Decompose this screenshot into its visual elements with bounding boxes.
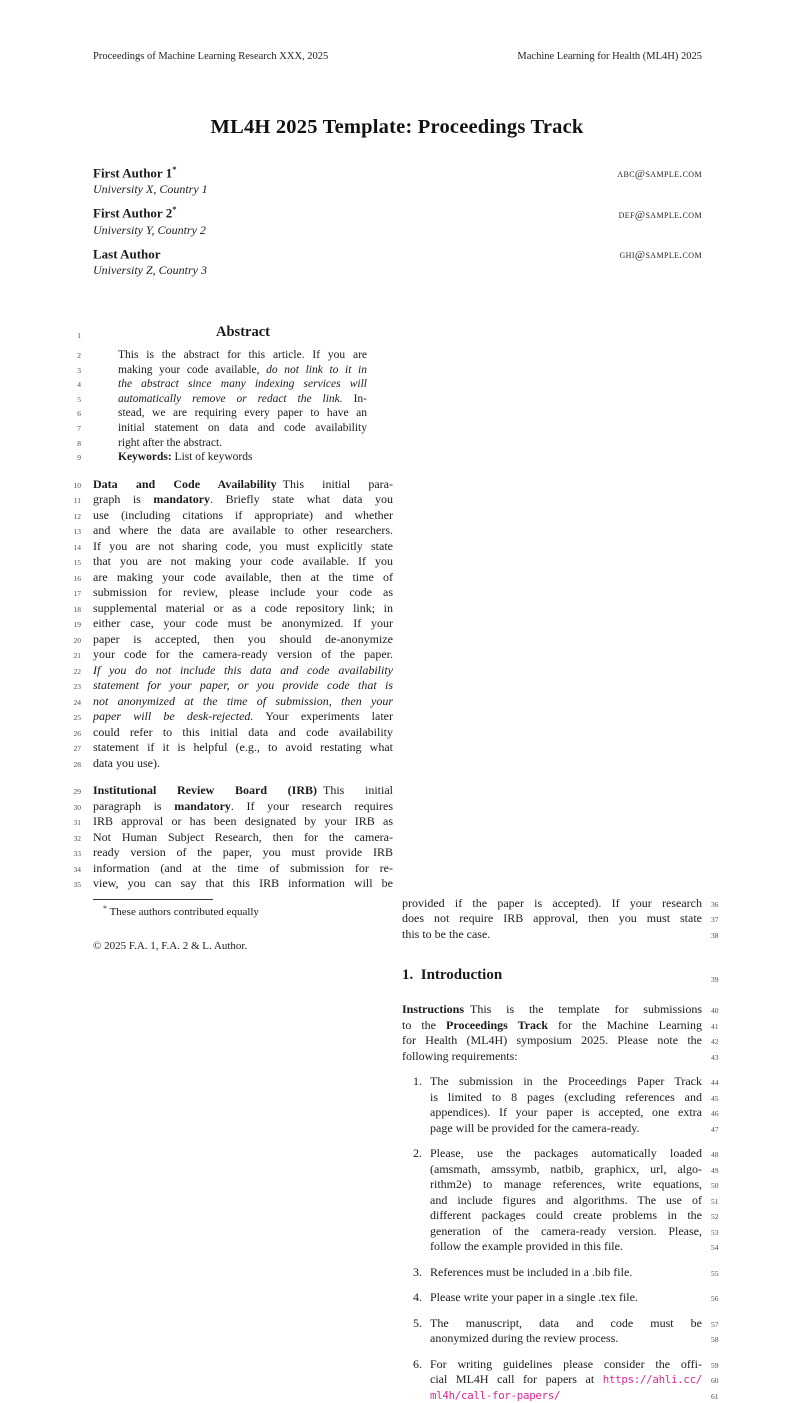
line-number: 59 <box>711 1360 719 1370</box>
line-number: 60 <box>711 1376 719 1386</box>
line-number: 8 <box>77 438 81 448</box>
line-number: 1 <box>77 330 81 340</box>
abstract-body <box>118 348 367 465</box>
line-number: 30 <box>73 802 81 812</box>
line-number: 16 <box>73 573 81 583</box>
text-line: Data and Code Availability This initial para- <box>93 476 393 491</box>
text-line: for Health (ML4H) symposium 2025. Please note the <box>402 1033 702 1048</box>
author-footnote-mark: * <box>172 204 177 215</box>
list-item-number: 3. <box>413 1264 422 1279</box>
bold-text: Institutional Review Board (IRB) <box>93 783 317 798</box>
line-number: 13 <box>73 527 81 537</box>
text-line: Institutional Review Board (IRB) This initial <box>93 783 393 798</box>
text-line: ready version of the paper, you must provide IRB <box>93 845 393 860</box>
line-number: 44 <box>711 1078 719 1088</box>
author-email: ghi@sample.com <box>619 248 702 261</box>
line-number: 22 <box>73 666 81 676</box>
line-number: 31 <box>73 818 81 828</box>
abstract-title <box>93 322 393 342</box>
bold-text: Data and Code Availability <box>93 476 277 491</box>
line-number: 18 <box>73 604 81 614</box>
italic-text: statement for your paper, or you provide code that is <box>93 678 393 693</box>
line-number: 37 <box>711 915 719 925</box>
italic-text: the abstract since many indexing services will <box>118 378 367 391</box>
line-number: 46 <box>711 1109 719 1119</box>
line-number: 54 <box>711 1243 719 1253</box>
text-line: paragraph is mandatory. If your research requires <box>93 798 393 813</box>
left-column <box>73 322 394 892</box>
line-number: 17 <box>73 589 81 599</box>
text-line: are making your code available, then at the time of <box>93 569 393 584</box>
line-number: 34 <box>73 864 81 874</box>
line-number: 42 <box>711 1037 719 1047</box>
text-line: paper will be desk-rejected. Your experiments later <box>93 709 394 724</box>
author-name: Last Author <box>93 245 161 261</box>
line-number: 28 <box>73 759 81 769</box>
line-number: 32 <box>73 833 81 843</box>
line-number: 35 <box>73 880 81 890</box>
text-line: graph is mandatory. Briefly state what data you <box>93 492 394 507</box>
line-number: 6 <box>77 409 81 419</box>
line-number: 3 <box>77 365 81 375</box>
author-entry <box>93 245 702 278</box>
author-name: First Author 1* <box>93 164 177 181</box>
header-right: Machine Learning for Health (ML4H) 2025 <box>517 51 702 62</box>
text-line: and where the data are available to other researchers. <box>93 523 393 538</box>
line-number: 41 <box>711 1021 719 1031</box>
bold-text: Keywords: <box>118 451 172 464</box>
list-item <box>402 1265 702 1281</box>
list-item <box>402 1316 702 1347</box>
list-item <box>402 1357 702 1403</box>
line-number: 21 <box>73 651 81 661</box>
line-number: 48 <box>711 1150 719 1160</box>
line-number: 53 <box>711 1227 719 1237</box>
author-name: First Author 2* <box>93 204 177 221</box>
copyright-line: © 2025 F.A. 1, F.A. 2 & L. Author. <box>93 940 248 952</box>
line-number: 19 <box>73 620 81 630</box>
text-line: page will be provided for the camera-ready. <box>430 1120 640 1135</box>
text-line: does not require IRB approval, then you must state <box>402 911 702 926</box>
text-line <box>118 377 367 392</box>
call-for-papers-link[interactable]: ml4h/call-for-papers/ <box>430 1388 561 1402</box>
paragraph <box>93 783 393 892</box>
italic-text: If you do not include this data and code availability <box>93 662 393 677</box>
line-number: 10 <box>73 480 81 490</box>
text-line: Keywords: List of keywords <box>118 451 253 464</box>
line-number: 29 <box>73 787 81 797</box>
line-number: 52 <box>711 1212 719 1222</box>
line-number: 43 <box>711 1052 719 1062</box>
text-line: References must be included in a .bib file. <box>430 1264 633 1279</box>
text-line: either case, your code must be anonymized. If your <box>93 616 393 631</box>
line-number: 4 <box>77 380 81 390</box>
list-item-number: 1. <box>413 1074 422 1089</box>
text-line: your code for the camera-ready version of the paper. <box>93 647 393 662</box>
line-number: 15 <box>73 558 81 568</box>
author-affiliation: University X, Country 1 <box>93 182 208 197</box>
text-line: The submission in the Proceedings Paper Track <box>430 1074 702 1089</box>
paragraph <box>93 477 393 772</box>
author-footnote-mark: * <box>172 164 177 174</box>
text-line: Not Human Subject Research, then for the camera- <box>93 829 393 844</box>
text-line: view, you can say that this IRB information will be <box>93 876 393 891</box>
author-entry <box>93 204 702 237</box>
italic-text: automatically remove or redact the link. <box>118 392 343 405</box>
text-line: paper is accepted, then you should de-anonymize <box>93 631 393 646</box>
text-line: and include figures and algorithms. The use of <box>430 1192 702 1207</box>
line-number: 23 <box>73 682 81 692</box>
text-line: use (including citations if appropriate) and whether <box>93 507 393 522</box>
text-line: rithm2e) to manage references, write equations, <box>430 1177 702 1192</box>
line-number: 11 <box>73 496 81 506</box>
text-line: (amsmath, amssymb, natbib, graphicx, url, algo- <box>430 1161 702 1176</box>
line-number: 61 <box>711 1391 719 1401</box>
list-item <box>402 1146 702 1255</box>
author-entry <box>93 164 702 197</box>
text-line: provided if the paper is accepted). If your research <box>402 895 702 910</box>
footnote-rule <box>93 899 213 900</box>
list-item-number: 5. <box>413 1315 422 1330</box>
text-line <box>430 1388 702 1403</box>
line-number: 49 <box>711 1165 719 1175</box>
text-line: supplemental material or as a code repository link; in <box>93 600 393 615</box>
section-heading <box>402 964 702 986</box>
text-line: anonymized during the review process. <box>430 1331 619 1346</box>
paper-title: ML4H 2025 Template: Proceedings Track <box>210 116 584 138</box>
text-line: 1. Introduction <box>402 967 503 984</box>
text-line: different packages could create problems in the <box>430 1208 702 1223</box>
text-line: information (and at the time of submission for re- <box>93 860 393 875</box>
text-line: cial ML4H call for papers at https://ahli.cc/ <box>430 1372 702 1387</box>
paragraph <box>402 896 702 943</box>
list-item-number: 2. <box>413 1146 422 1161</box>
line-number: 55 <box>711 1268 719 1278</box>
line-number: 24 <box>73 697 81 707</box>
text-line: This is the abstract for this article. If you are <box>118 349 367 361</box>
text-line: For writing guidelines please consider the offi- <box>430 1356 702 1371</box>
line-number: 14 <box>73 542 81 552</box>
text-line: data you use). <box>93 755 160 770</box>
footnote-text: These authors contributed equally <box>109 906 259 918</box>
footnote-marker: * <box>103 904 107 913</box>
line-number: 12 <box>73 511 81 521</box>
text-line <box>93 678 393 694</box>
text-line <box>93 663 393 679</box>
bold-text: mandatory <box>174 798 231 813</box>
line-number: 50 <box>711 1181 719 1191</box>
author-block <box>93 164 702 285</box>
text-line: following requirements: <box>402 1048 518 1063</box>
text-line: could refer to this initial data and code availability <box>93 724 393 739</box>
text-line: follow the example provided in this file. <box>430 1239 623 1254</box>
list-item-number: 4. <box>413 1290 422 1305</box>
author-email: def@sample.com <box>618 208 702 221</box>
text-line: right after the abstract. <box>118 436 223 449</box>
line-number: 27 <box>73 744 81 754</box>
author-affiliation: University Y, Country 2 <box>93 222 206 237</box>
text-line: this to be the case. <box>402 926 491 941</box>
text-line: is limited to 8 pages (excluding references and <box>430 1089 702 1104</box>
line-number: 2 <box>77 351 81 361</box>
text-line: automatically remove or redact the link. In- <box>118 392 367 405</box>
bold-text: Proceedings Track <box>446 1017 549 1032</box>
text-line: Please write your paper in a single .tex file. <box>430 1290 638 1305</box>
text-line: initial statement on data and code availability <box>118 421 367 434</box>
right-column <box>402 895 719 1403</box>
list-item <box>402 1290 702 1306</box>
text-line: making your code available, do not link to it in <box>118 363 367 376</box>
running-header <box>93 51 702 62</box>
author-email: abc@sample.com <box>617 168 702 181</box>
line-number: 58 <box>711 1335 719 1345</box>
text-line: Please, use the packages automatically loaded <box>430 1146 702 1161</box>
line-number: 20 <box>73 635 81 645</box>
line-number: 56 <box>711 1294 719 1304</box>
list-item-number: 6. <box>413 1356 422 1371</box>
text-line: Abstract <box>216 324 270 340</box>
footnote <box>93 904 393 918</box>
text-line: to the Proceedings Track for the Machine Learning <box>402 1017 702 1032</box>
text-line: submission for review, please include your code as <box>93 585 393 600</box>
line-number: 9 <box>77 453 81 463</box>
line-number: 45 <box>711 1093 719 1103</box>
line-number: 40 <box>711 1006 719 1016</box>
line-number: 25 <box>73 713 81 723</box>
text-line: Instructions This is the template for submissions <box>402 1002 702 1017</box>
text-line: stead, we are requiring every paper to have an <box>118 407 367 420</box>
line-number: 36 <box>711 899 719 909</box>
text-line: generation of the camera-ready version. Please, <box>430 1223 702 1238</box>
line-number: 33 <box>73 849 81 859</box>
italic-text: do not link to it in <box>266 363 367 376</box>
list-item <box>402 1074 702 1136</box>
paragraph <box>402 1002 702 1064</box>
line-number: 7 <box>77 424 81 434</box>
call-for-papers-link[interactable]: https://ahli.cc/ <box>602 1373 702 1387</box>
text-line <box>93 694 393 710</box>
text-line: IRB approval or has been designated by your IRB as <box>93 814 393 829</box>
text-line: that you are not making your code available. If you <box>93 554 393 569</box>
line-number: 47 <box>711 1124 719 1134</box>
line-number: 38 <box>711 930 719 940</box>
author-affiliation: University Z, Country 3 <box>93 262 207 277</box>
text-line: The manuscript, data and code must be <box>430 1315 702 1330</box>
italic-text: paper will be desk-rejected. <box>93 709 254 724</box>
line-number: 26 <box>73 728 81 738</box>
bold-text: mandatory <box>153 492 211 507</box>
header-left: Proceedings of Machine Learning Research XXX, 2025 <box>93 51 329 62</box>
bold-text: Instructions <box>402 1002 465 1017</box>
line-number: 51 <box>711 1196 719 1206</box>
text-line: If you are not sharing code, you must explicitly state <box>93 538 393 553</box>
text-line: appendices). If your paper is accepted, one extra <box>430 1105 702 1120</box>
line-number: 5 <box>77 394 81 404</box>
text-line: statement if it is helpful (e.g., to avoid restating what <box>93 740 393 755</box>
line-number: 57 <box>711 1319 719 1329</box>
line-number: 39 <box>711 974 719 984</box>
italic-text: not anonymized at the time of submission, then your <box>93 693 393 708</box>
